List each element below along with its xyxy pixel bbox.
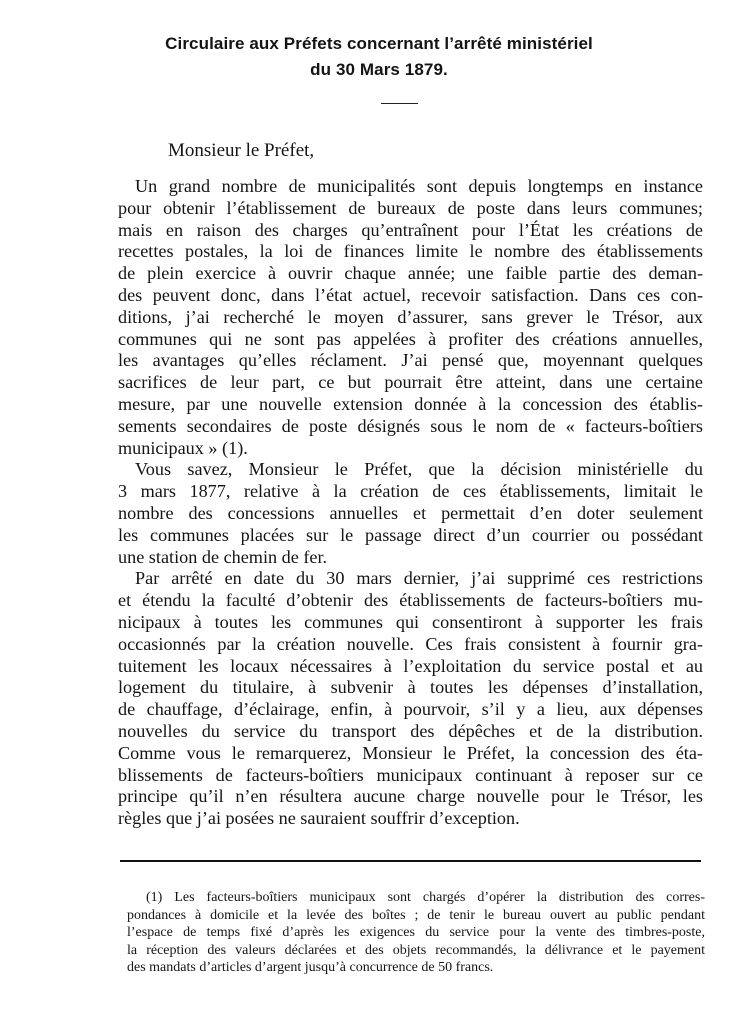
letter-body xyxy=(118,176,703,830)
footnote-line: pondances à domicile et la levée des boîtes ; de tenir le bureau ouvert au public pendant xyxy=(127,907,705,923)
body-line: Par arrêté en date du 30 mars dernier, j’ai supprimé ces restrictions xyxy=(135,568,703,589)
body-line: Un grand nombre de municipalités sont depuis longtemps en instance xyxy=(135,176,703,196)
footnote-line: des mandats d’articles d’argent jusqu’à concurrence de 50 francs. xyxy=(127,960,494,976)
body-line: blissements de facteurs-boîtiers municipaux continuant à reposer sur ce xyxy=(118,764,703,785)
body-line: règles que j’ai posées ne sauraient souffrir d’exception. xyxy=(118,808,520,829)
body-line: communes qui ne sont pas appelées à profiter des créations annuelles, xyxy=(118,328,703,349)
body-line: mesure, par une nouvelle extension donnée à la concession des établis- xyxy=(118,393,703,414)
body-line: de plein exercice à ouvrir chaque année; une faible partie des deman- xyxy=(118,263,703,284)
body-line: pour obtenir l’établissement de bureaux de poste dans leurs communes; xyxy=(118,197,703,218)
body-line: une station de chemin de fer. xyxy=(118,546,328,567)
body-line: Comme vous le remarquerez, Monsieur le Préfet, la concession des éta- xyxy=(118,742,703,763)
body-line: nicipaux à toutes les communes qui consentiront à supporter les frais xyxy=(118,611,703,632)
footnote xyxy=(127,889,705,977)
body-line: et étendu la faculté d’obtenir des établissements de facteurs-boîtiers mu- xyxy=(118,590,703,611)
body-line: nombre des concessions annuelles et permettait d’en doter seulement xyxy=(118,502,703,523)
footnote-separator xyxy=(120,860,701,862)
body-line: mais en raison des charges qu’entraînent pour l’État les créations de xyxy=(118,219,703,240)
title-line-2: du 30 Mars 1879. xyxy=(310,60,448,79)
footnote-line: la réception des valeurs déclarées et des objets recommandés, la délivrance et le payement xyxy=(127,942,705,958)
body-line: ditions, j’ai recherché le moyen d’assurer, sans grever le Trésor, aux xyxy=(118,306,703,327)
body-line: les avantages qu’elles réclament. J’ai pensé que, moyennant quelques xyxy=(118,350,703,371)
body-line: de chauffage, d’éclairage, enfin, à pourvoir, s’il y a lieu, aux dépenses xyxy=(118,699,703,720)
body-line: les communes placées sur le passage direct d’un courrier ou possédant xyxy=(118,524,703,545)
footnote-line: (1) Les facteurs-boîtiers municipaux sont chargés d’opérer la distribution des corres- xyxy=(146,890,705,905)
body-line: tuitement les locaux nécessaires à l’exploitation du service postal et au xyxy=(118,655,703,676)
body-line: logement du titulaire, à subvenir à toutes les dépenses d’installation, xyxy=(118,677,703,698)
title-line-1: Circulaire aux Préfets concernant l’arrêté ministériel xyxy=(165,34,593,53)
body-line: 3 mars 1877, relative à la création de ces établissements, limitait le xyxy=(118,481,703,502)
body-line: Vous savez, Monsieur le Préfet, que la décision ministérielle du xyxy=(135,459,703,480)
footnote-line: l’espace de temps fixé d’après les exigences du service pour la vente des timbres-poste, xyxy=(127,925,705,941)
title-separator xyxy=(381,103,418,104)
body-line: des peuvent donc, dans l’état actuel, recevoir satisfaction. Dans ces con- xyxy=(118,284,703,305)
body-line: occasionnés par la création nouvelle. Ces frais consistent à fournir gra- xyxy=(118,633,703,654)
body-line: principe qu’il n’en résultera aucune charge nouvelle pour le Trésor, les xyxy=(118,786,703,807)
body-line: nouvelles du service du transport des dépêches et de la distribution. xyxy=(118,720,703,741)
body-line: recettes postales, la loi de finances limite le nombre des établissements xyxy=(118,241,703,262)
body-line: sements secondaires de poste désignés sous le nom de « facteurs-boîtiers xyxy=(118,415,703,436)
body-line: municipaux » (1). xyxy=(118,437,248,458)
salutation: Monsieur le Préfet, xyxy=(168,140,315,161)
body-line: sacrifices de leur part, ce but pourrait être atteint, dans une certaine xyxy=(118,372,703,393)
